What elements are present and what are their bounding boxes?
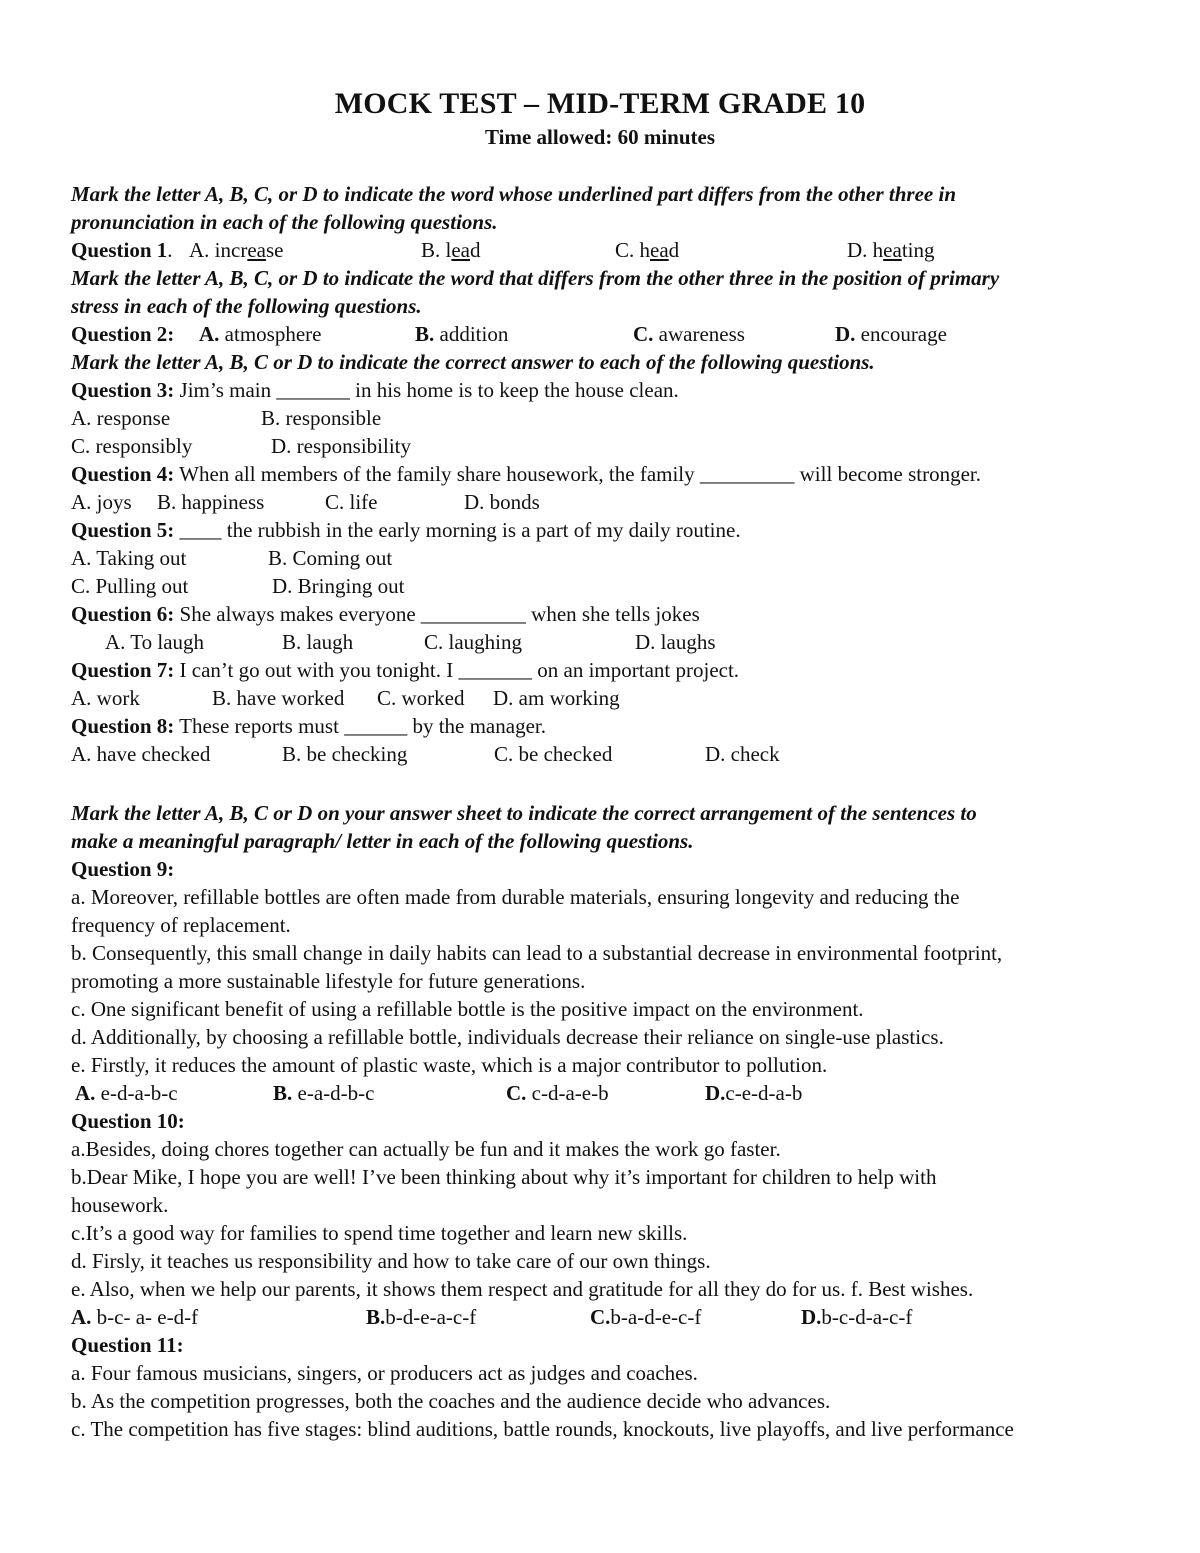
question-10-line: d. Firsly, it teaches us responsibility and how to take care of our own things. <box>71 1249 711 1273</box>
question-3-option-c: C. responsibly <box>71 434 193 458</box>
question-2-option-a: A. atmosphere <box>199 322 322 346</box>
question-9-option-d: D.c-e-d-a-b <box>705 1081 803 1105</box>
question-5 <box>71 517 741 543</box>
question-5-option-b: B. Coming out <box>268 546 393 570</box>
question-9-label: Question 9: <box>71 857 175 881</box>
question-10-line: housework. <box>71 1193 169 1217</box>
question-1: Question 1. A. increase B. lead C. head D. heating <box>71 238 935 262</box>
section-4-instruction-line-2: make a meaningful paragraph/ letter in each of the following questions. <box>71 829 694 853</box>
question-2-label: Question 2: <box>71 322 175 346</box>
question-3-options-row-1 <box>71 405 671 431</box>
time-allowed: Time allowed: 60 minutes <box>484 125 716 149</box>
question-8-options <box>71 741 871 767</box>
question-7-option-d: D. am working <box>493 686 620 710</box>
question-4-option-a: A. joys <box>71 490 132 514</box>
question-10-option-c: C.b-a-d-e-c-f <box>590 1305 702 1329</box>
question-11-line: a. Four famous musicians, singers, or producers act as judges and coaches. <box>71 1361 698 1385</box>
question-4 <box>71 461 981 487</box>
question-4-option-d: D. bonds <box>464 490 540 514</box>
question-8-option-c: C. be checked <box>494 742 613 766</box>
question-5-label: Question 5: <box>71 518 175 542</box>
page-title: MOCK TEST – MID-TERM GRADE 10 <box>334 87 866 120</box>
question-3-option-a: A. response <box>71 406 171 430</box>
question-8-text: These reports must ______ by the manager. <box>179 714 546 738</box>
question-9-option-b: B. e-a-d-b-c <box>273 1081 375 1105</box>
question-2 <box>71 321 1131 347</box>
question-3 <box>71 377 679 403</box>
section-1-instruction-line-2: pronunciation in each of the following questions. <box>71 210 498 234</box>
question-1-option-d: D. heating <box>847 238 935 262</box>
question-4-text: When all members of the family share housework, the family _________ will become stronger. <box>179 462 982 486</box>
question-4-options <box>71 489 671 515</box>
question-9-line: a. Moreover, refillable bottles are often made from durable materials, ensuring longevity and reducing the <box>71 885 960 909</box>
question-6 <box>71 601 700 627</box>
question-3-option-b: B. responsible <box>261 406 382 430</box>
question-6-text: She always makes everyone __________ when she tells jokes <box>179 602 700 626</box>
question-4-option-c: C. life <box>325 490 378 514</box>
question-5-options-row-1 <box>71 545 671 571</box>
question-8-option-b: B. be checking <box>282 742 408 766</box>
question-3-label: Question 3: <box>71 378 175 402</box>
question-1-option-a: A. increase <box>189 238 284 262</box>
question-1-option-c: C. head <box>615 238 680 262</box>
question-5-text: ____ the rubbish in the early morning is a part of my daily routine. <box>179 518 741 542</box>
question-1-label: Question 1 <box>71 238 168 262</box>
question-5-option-a: A. Taking out <box>71 546 187 570</box>
question-9-line: frequency of replacement. <box>71 913 291 937</box>
section-2-instruction-line-2: stress in each of the following questions. <box>71 294 422 318</box>
question-8-label: Question 8: <box>71 714 175 738</box>
question-6-option-c: C. laughing <box>424 630 522 654</box>
question-6-options <box>71 629 771 655</box>
question-1-option-b: B. lead <box>421 238 481 262</box>
section-2-instruction-line-1: Mark the letter A, B, C, or D to indicate the word that differs from the other three in the position of primary <box>71 266 1000 290</box>
question-10-line: e. Also, when we help our parents, it shows them respect and gratitude for all they do for us. f. Best wishes. <box>71 1277 974 1301</box>
question-9-line: c. One significant benefit of using a refillable bottle is the positive impact on the environment. <box>71 997 864 1021</box>
question-8-option-d: D. check <box>705 742 780 766</box>
question-6-label: Question 6: <box>71 602 175 626</box>
question-7 <box>71 657 739 683</box>
question-3-option-d: D. responsibility <box>271 434 411 458</box>
question-9-option-c: C. c-d-a-e-b <box>506 1081 609 1105</box>
question-9-line: promoting a more sustainable lifestyle for future generations. <box>71 969 586 993</box>
question-7-option-b: B. have worked <box>212 686 345 710</box>
question-9-line: e. Firstly, it reduces the amount of plastic waste, which is a major contributor to pollution. <box>71 1053 828 1077</box>
question-4-option-b: B. happiness <box>157 490 265 514</box>
question-10-options <box>71 1304 971 1330</box>
question-6-option-a: A. To laugh <box>105 630 205 654</box>
question-9-line: d. Additionally, by choosing a refillable bottle, individuals decrease their reliance on single-use plastics. <box>71 1025 944 1049</box>
question-10-line: b.Dear Mike, I hope you are well! I’ve been thinking about why it’s important for children to help with <box>71 1165 937 1189</box>
question-4-label: Question 4: <box>71 462 175 486</box>
section-3-instruction: Mark the letter A, B, C or D to indicate the correct answer to each of the following questions. <box>71 350 875 374</box>
question-10-option-d: D.b-c-d-a-c-f <box>801 1305 913 1329</box>
question-7-option-c: C. worked <box>377 686 465 710</box>
question-2-option-b: B. addition <box>415 322 509 346</box>
question-2-option-c: C. awareness <box>633 322 745 346</box>
question-10-label: Question 10: <box>71 1109 185 1133</box>
question-2-option-d: D. encourage <box>835 322 947 346</box>
question-10-option-a: A. b-c- a- e-d-f <box>71 1305 199 1329</box>
question-3-text: Jim’s main _______ in his home is to keep the house clean. <box>179 378 679 402</box>
question-10-line: a.Besides, doing chores together can actually be fun and it makes the work go faster. <box>71 1137 781 1161</box>
question-10-line: c.It’s a good way for families to spend time together and learn new skills. <box>71 1221 688 1245</box>
question-9-option-a: A. e-d-a-b-c <box>75 1081 178 1105</box>
question-11-line: c. The competition has five stages: blind auditions, battle rounds, knockouts, live playoffs, and live performance <box>71 1417 1014 1441</box>
question-6-option-b: B. laugh <box>282 630 354 654</box>
question-5-options-row-2 <box>71 573 671 599</box>
question-7-label: Question 7: <box>71 658 175 682</box>
question-11-label: Question 11: <box>71 1333 184 1357</box>
question-7-options <box>71 685 771 711</box>
question-5-option-c: C. Pulling out <box>71 574 189 598</box>
section-1-instruction-line-1: Mark the letter A, B, C, or D to indicate the word whose underlined part differs from the other three in <box>71 182 956 206</box>
question-5-option-d: D. Bringing out <box>272 574 405 598</box>
question-9-line: b. Consequently, this small change in daily habits can lead to a substantial decrease in environmental footprint, <box>71 941 1003 965</box>
question-11-line: b. As the competition progresses, both the coaches and the audience decide who advances. <box>71 1389 831 1413</box>
question-7-option-a: A. work <box>71 686 140 710</box>
section-4-instruction-line-1: Mark the letter A, B, C or D on your answer sheet to indicate the correct arrangement of the sentences to <box>71 801 977 825</box>
question-8-option-a: A. have checked <box>71 742 211 766</box>
question-10-option-b: B.b-d-e-a-c-f <box>366 1305 477 1329</box>
question-6-option-d: D. laughs <box>635 630 716 654</box>
question-9-options <box>71 1080 971 1106</box>
question-7-text: I can’t go out with you tonight. I _______ on an important project. <box>179 658 740 682</box>
question-3-options-row-2 <box>71 433 671 459</box>
question-8 <box>71 713 546 739</box>
